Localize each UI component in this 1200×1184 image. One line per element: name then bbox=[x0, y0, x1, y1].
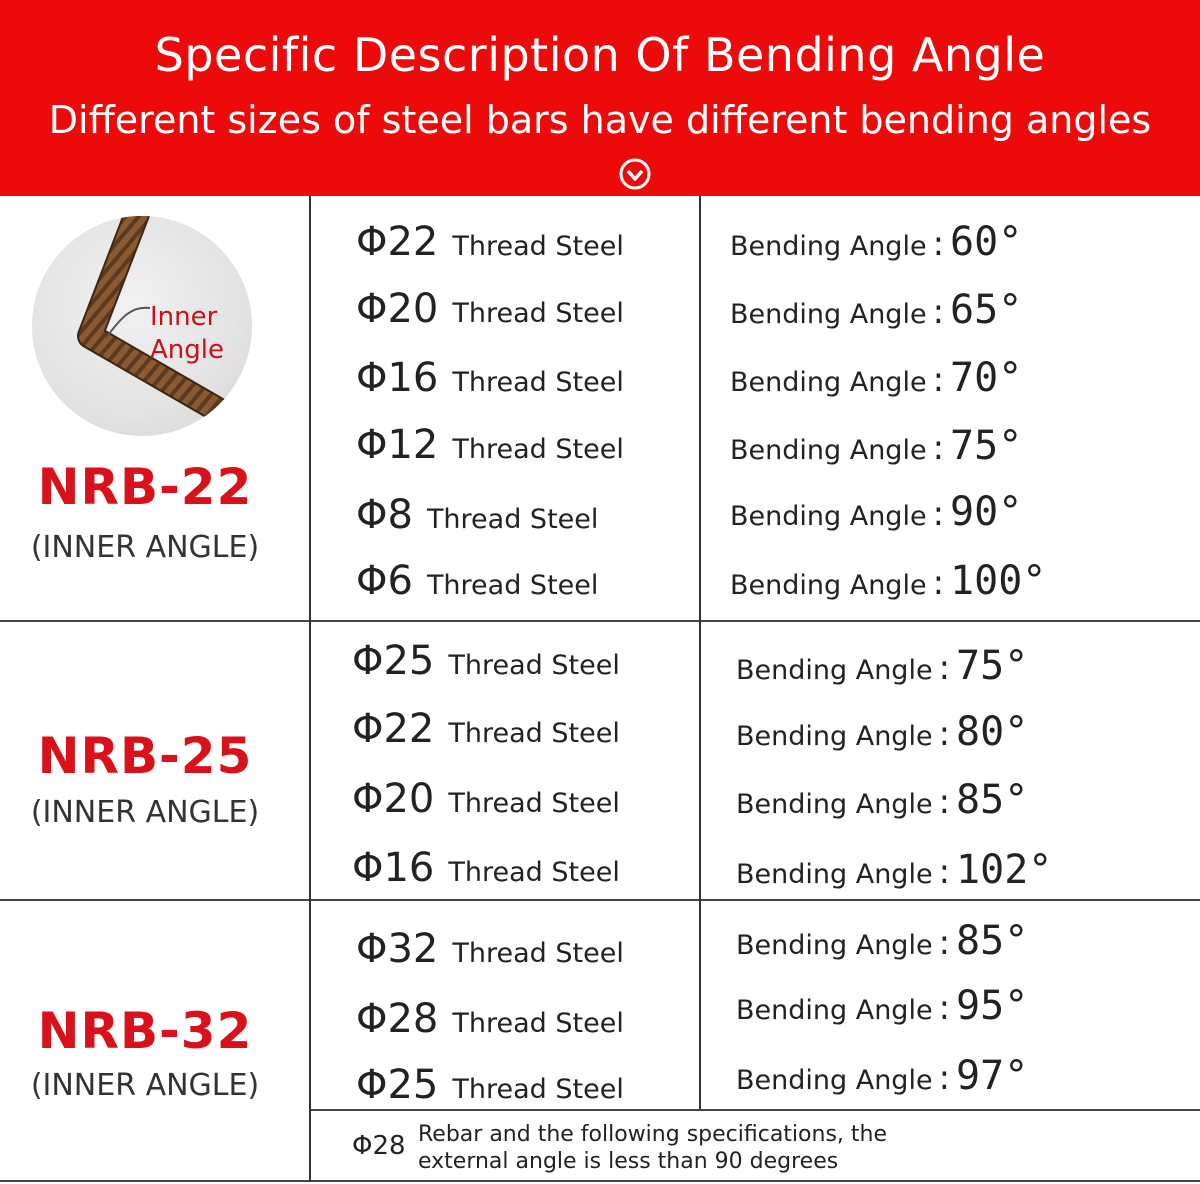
angle-label: Bending Angle bbox=[736, 721, 933, 752]
angle-value: 65° bbox=[950, 287, 1023, 333]
footer-note-line2: external angle is less than 90 degrees bbox=[418, 1149, 839, 1174]
steel-type: Thread Steel bbox=[452, 367, 624, 398]
angle-cell bbox=[736, 983, 1028, 1029]
steel-type: Thread Steel bbox=[448, 788, 620, 819]
colon: : bbox=[938, 988, 951, 1028]
header-banner bbox=[0, 0, 1200, 196]
colon: : bbox=[938, 782, 951, 822]
angle-value: 95° bbox=[956, 983, 1029, 1029]
angle-cell bbox=[730, 558, 1046, 604]
footer-bar-size: Φ28 bbox=[352, 1131, 406, 1161]
footer-note-line1: Rebar and the following specifications, the bbox=[418, 1122, 887, 1147]
row-divider bbox=[0, 620, 1200, 622]
page-subtitle: Different sizes of steel bars have different bending angles bbox=[48, 98, 1152, 142]
bar-size: Φ22 bbox=[352, 706, 435, 752]
angle-label: Bending Angle bbox=[730, 435, 927, 466]
colon: : bbox=[932, 494, 945, 534]
angle-label: Bending Angle bbox=[736, 655, 933, 686]
colon: : bbox=[938, 923, 951, 963]
angle-label: Bending Angle bbox=[730, 570, 927, 601]
angle-cell bbox=[736, 643, 1028, 689]
model-name: NRB-25 bbox=[37, 727, 253, 785]
angle-value: 100° bbox=[950, 558, 1047, 604]
rebar-inner-angle-photo bbox=[32, 216, 252, 436]
angle-cell bbox=[736, 1053, 1028, 1099]
angle-cell bbox=[730, 423, 1022, 469]
model-note: (INNER ANGLE) bbox=[30, 795, 260, 830]
bar-size: Φ25 bbox=[356, 1062, 439, 1108]
steel-type: Thread Steel bbox=[452, 231, 624, 262]
colon: : bbox=[938, 852, 951, 892]
table-bottom-border bbox=[0, 1180, 1200, 1182]
angle-cell bbox=[736, 709, 1028, 755]
angle-cell bbox=[730, 489, 1022, 535]
spec-cell bbox=[356, 996, 624, 1042]
colon: : bbox=[932, 360, 945, 400]
angle-label: Bending Angle bbox=[736, 789, 933, 820]
steel-type: Thread Steel bbox=[452, 938, 624, 969]
row-divider bbox=[0, 899, 1200, 901]
angle-value: 85° bbox=[956, 777, 1029, 823]
spec-cell bbox=[352, 776, 620, 822]
spec-cell bbox=[352, 638, 620, 684]
angle-cell bbox=[736, 777, 1028, 823]
angle-cell bbox=[736, 847, 1052, 893]
angle-label: Bending Angle bbox=[736, 1065, 933, 1096]
angle-value: 75° bbox=[956, 643, 1029, 689]
angle-label: Bending Angle bbox=[730, 231, 927, 262]
spec-cell bbox=[356, 1062, 624, 1108]
angle-value: 75° bbox=[950, 423, 1023, 469]
steel-type: Thread Steel bbox=[448, 857, 620, 888]
steel-type: Thread Steel bbox=[448, 718, 620, 749]
spec-cell bbox=[356, 422, 624, 468]
colon: : bbox=[938, 714, 951, 754]
model-name: NRB-32 bbox=[37, 1002, 253, 1060]
spec-cell bbox=[356, 926, 624, 972]
angle-label: Bending Angle bbox=[736, 859, 933, 890]
spec-cell bbox=[356, 355, 624, 401]
colon: : bbox=[938, 1058, 951, 1098]
steel-type: Thread Steel bbox=[426, 504, 599, 535]
angle-cell bbox=[730, 355, 1022, 401]
colon: : bbox=[932, 224, 945, 264]
bar-size: Φ28 bbox=[356, 996, 439, 1042]
colon: : bbox=[932, 292, 945, 332]
spec-cell bbox=[352, 845, 620, 891]
bar-size: Φ8 bbox=[356, 492, 413, 538]
bar-size: Φ25 bbox=[352, 638, 435, 684]
steel-type: Thread Steel bbox=[452, 298, 624, 329]
spec-cell bbox=[356, 492, 598, 538]
steel-type: Thread Steel bbox=[452, 1008, 624, 1039]
spec-cell bbox=[356, 286, 624, 332]
colon: : bbox=[932, 428, 945, 468]
angle-label: Bending Angle bbox=[730, 367, 927, 398]
row-divider bbox=[310, 1109, 1200, 1111]
colon: : bbox=[932, 563, 945, 603]
colon: : bbox=[938, 648, 951, 688]
angle-label: Bending Angle bbox=[730, 501, 927, 532]
footer-note bbox=[418, 1121, 978, 1175]
spec-cell bbox=[352, 706, 620, 752]
bar-size: Φ32 bbox=[356, 926, 439, 972]
angle-label: Bending Angle bbox=[736, 930, 933, 961]
steel-type: Thread Steel bbox=[452, 1074, 624, 1105]
bar-size: Φ16 bbox=[356, 355, 439, 401]
angle-value: 85° bbox=[956, 918, 1029, 964]
angle-value: 80° bbox=[956, 709, 1029, 755]
angle-value: 90° bbox=[950, 489, 1023, 535]
model-note: (INNER ANGLE) bbox=[30, 1068, 260, 1103]
bar-size: Φ16 bbox=[352, 845, 435, 891]
angle-label: Bending Angle bbox=[736, 995, 933, 1026]
angle-value: 70° bbox=[950, 355, 1023, 401]
angle-value: 60° bbox=[950, 219, 1023, 265]
angle-label: Bending Angle bbox=[730, 299, 927, 330]
spec-cell bbox=[356, 219, 624, 265]
column-divider bbox=[699, 196, 701, 1109]
bar-size: Φ22 bbox=[356, 219, 439, 265]
chevron-down-circle-icon bbox=[619, 158, 651, 190]
column-divider bbox=[309, 196, 311, 1182]
spec-cell bbox=[356, 558, 598, 604]
bar-size: Φ20 bbox=[356, 286, 439, 332]
bar-size: Φ6 bbox=[356, 558, 413, 604]
steel-type: Thread Steel bbox=[426, 570, 599, 601]
inner-label-line2: Angle bbox=[150, 335, 224, 365]
model-note: (INNER ANGLE) bbox=[30, 530, 260, 565]
steel-type: Thread Steel bbox=[452, 434, 624, 465]
angle-cell bbox=[730, 287, 1022, 333]
angle-cell bbox=[730, 219, 1022, 265]
model-name: NRB-22 bbox=[37, 458, 253, 516]
angle-value: 102° bbox=[956, 847, 1053, 893]
bar-size: Φ20 bbox=[352, 776, 435, 822]
angle-value: 97° bbox=[956, 1053, 1029, 1099]
steel-type: Thread Steel bbox=[448, 650, 620, 681]
angle-cell bbox=[736, 918, 1028, 964]
inner-label-line1: Inner bbox=[150, 302, 218, 332]
bar-size: Φ12 bbox=[356, 422, 439, 468]
page-title: Specific Description Of Bending Angle bbox=[154, 28, 1046, 82]
